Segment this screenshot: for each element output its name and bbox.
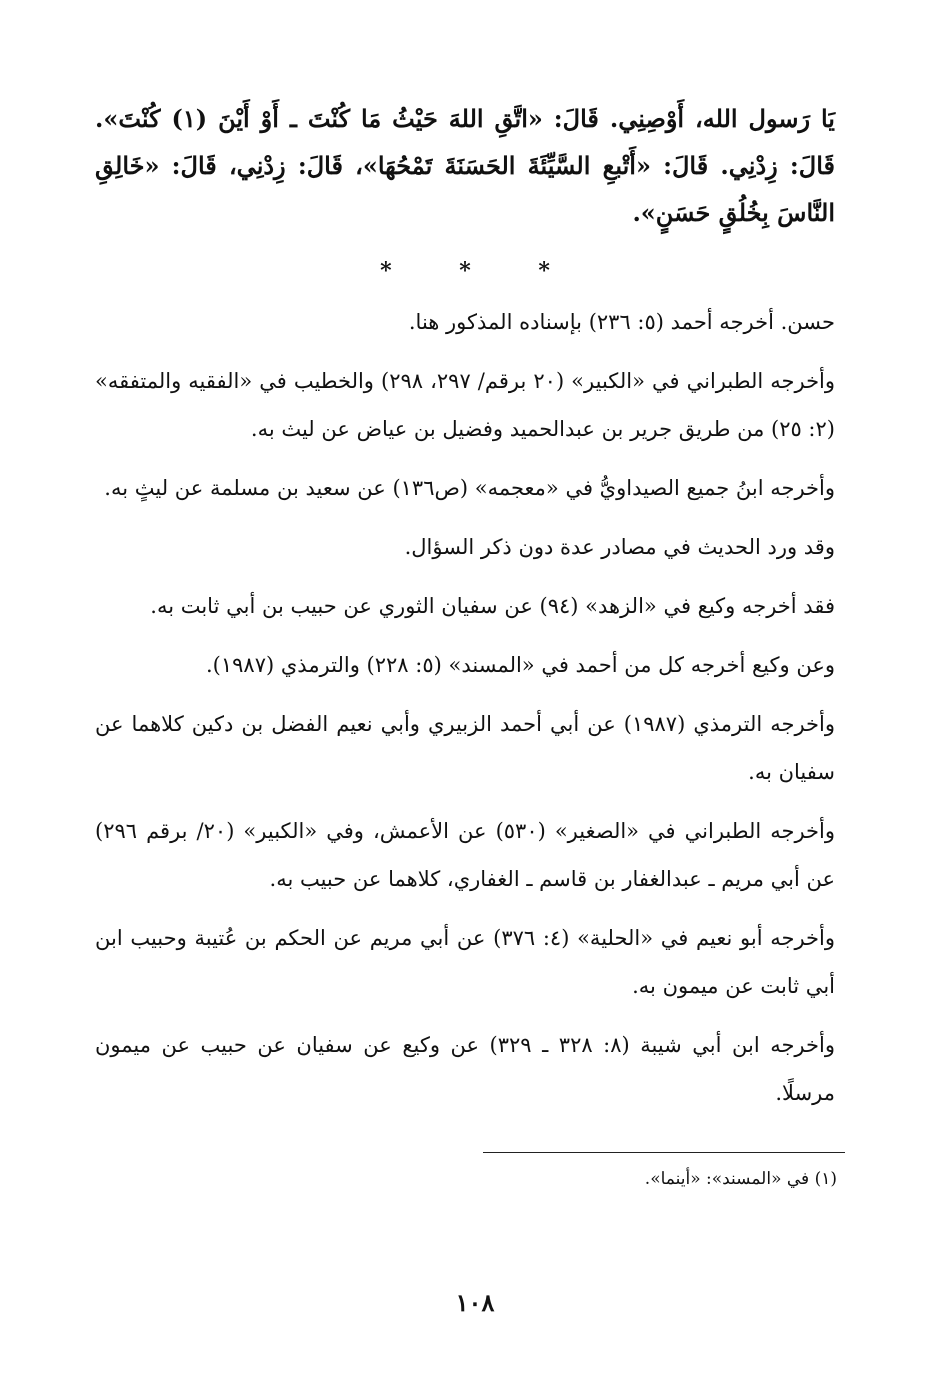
paragraph: فقد أخرجه وكيع في «الزهد» (٩٤) عن سفيان الثوري عن حبيب بن أبي ثابت به. (150, 594, 835, 618)
paragraph: وأخرجه الطبراني في «الصغير» (٥٣٠) عن الأعمش، وفي «الكبير» (٢٠/ برقم ٢٩٦) عن أبي مريم ـ عبدالغفار بن قاسم ـ الغفاري، كلاهما عن حبيب به. (95, 819, 836, 891)
paragraph: وعن وكيع أخرجه كل من أحمد في «المسند» (٥: ٢٢٨) والترمذي (١٩٨٧). (205, 653, 835, 677)
footnote-divider (483, 1152, 845, 1153)
section-separator: * * * (380, 258, 580, 284)
paragraph: وأخرجه ابن أبي شيبة (٨: ٣٢٨ ـ ٣٢٩) عن وكيع عن سفيان عن حبيب عن ميمون مرسلًا. (95, 1033, 835, 1105)
paragraph: وقد ورد الحديث في مصادر عدة دون ذكر السؤال. (404, 535, 835, 559)
paragraph: وأخرجه الترمذي (١٩٨٧) عن أبي أحمد الزبيري وأبي نعيم الفضل بن دكين كلاهما عن سفيان به. (95, 712, 835, 784)
page-number: ١٠٨ (455, 1288, 495, 1317)
footnote: (١) في «المسند»: «أينما». (644, 1169, 837, 1189)
paragraph: وأخرجه أبو نعيم في «الحلية» (٤: ٣٧٦) عن أبي مريم عن الحكم بن عُتيبة وحبيب ابن أبي ثابت عن ميمون به. (95, 926, 835, 998)
paragraph: وأخرجه الطبراني في «الكبير» (٢٠ برقم/ ٢٩٧، ٢٩٨) والخطيب في «الفقيه والمتفقه» (٢: ٢٥) من طريق جرير بن عبدالحميد وفضيل بن عياض عن ليث به. (95, 369, 836, 441)
page-body (95, 95, 835, 1128)
paragraph: حسن. أخرجه أحمد (٥: ٢٣٦) بإسناده المذكور هنا. (408, 310, 835, 334)
hadith-text: يَا رَسول الله، أَوْصِنِي. قَالَ: «اتَّقِ اللهَ حَيْثُ مَا كُنْتَ ـ أَوْ أَيْنَ (١) كُنْتَ». قَالَ: زِدْنِي. قَالَ: «أَتْبعِ السَّيِّئَةَ الحَسَنَةَ تَمْحُهَا»، قَالَ: زِدْنِي، قَالَ: «خَالِقِ النَّاسَ بِخُلُقٍ حَسَنٍ». (95, 104, 835, 227)
paragraph: وأخرجه ابنُ جميع الصيداويُّ في «معجمه» (ص١٣٦) عن سعيد بن مسلمة عن ليثٍ به. (104, 476, 835, 500)
